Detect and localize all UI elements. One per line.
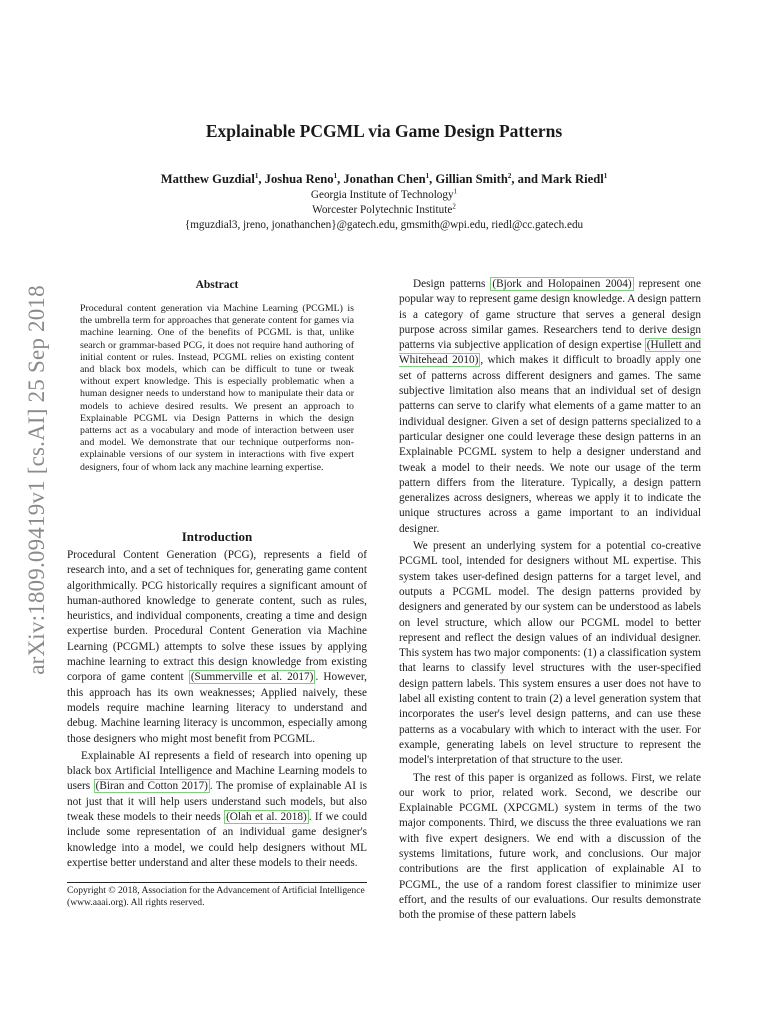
citation-link[interactable]: (Olah et al. 2018)	[226, 811, 307, 824]
introduction-body	[67, 548, 367, 873]
author: Mark Riedl$^1$	[541, 171, 608, 186]
arxiv-identifier: arXiv:1809.09419v1 [cs.AI] 25 Sep 2018	[24, 285, 49, 675]
author: Joshua Reno$^1$,	[264, 171, 344, 186]
citation-link[interactable]: (Summerville et al. 2017)	[190, 671, 314, 684]
author: Gillian Smith$^2$, and	[435, 171, 542, 186]
citation-link[interactable]: (Biran and Cotton 2017)	[95, 780, 208, 793]
copyright-footnote: Copyright © 2018, Association for the Advancement of Artificial Intelligence (www.aaai.org). All rights reserved.	[67, 882, 367, 909]
author: Jonathan Chen$^1$,	[343, 171, 436, 186]
citation-link[interactable]: (Bjork and Holopainen 2004)	[492, 278, 632, 290]
introduction-heading: Introduction	[181, 529, 253, 544]
author: Matthew Guzdial$^1$,	[160, 171, 265, 186]
copyright-symbol: ©	[108, 885, 116, 896]
affiliation-wpi: Worcester Polytechnic Institute$^2$	[312, 202, 456, 216]
paragraph: Procedural Content Generation (PCG), represents a field of research into, and a set of techniques for, generating game content algorithmically. PCG historically requires a significant amount of human-authored knowledge to generate content, such as rules, heuristics, and individual components, creating a time and design expertise burden. Procedural Content Generation via Machine Learning (PCGML) attempts to solve these issues by applying machine learning to extract this design knowledge from existing corpora of game content (Summerville et al. 2017) . However, this approach has its own weaknesses; Applied naively, these models require machine learning literacy to understand and debug. Machine learning literacy is uncommon, especially among those designers who might most benefit from PCGML.	[67, 549, 367, 745]
paragraph: We present an underlying system for a potential co-creative PCGML tool, intended for designers without ML expertise. This system takes user-defined design patterns for a target level, and outputs a PCGML model. The design patterns provided by designers and generated by our system can be understood as labels on level structure, which allow our PCGML model to better represent and reflect the design values of an individual designer. This system has two major components: (1) a classification system that learns to classify level structures with the user-specified design pattern labels. This system ensures a user does not have to label all existing content to train (2) a level generation system that incorporates the user's level design patterns, and can use these patterns as a vocabulary with which to interact with the user. For example, generating labels on level structure to represent the model's interpretation of that structure to the user.	[399, 540, 701, 767]
author-emails: {mguzdial3, jreno, jonathanchen}@gatech.edu, gmsmith@wpi.edu, riedl@cc.gatech.edu	[184, 219, 584, 231]
paragraph: Design patterns (Bjork and Holopainen 2004) represent one popular way to represent game design knowledge. A design pattern is a category of game structure that serves a general design purpose across similar games. Researchers tend to derive design patterns via subjective application of design expertise (Hullett and Whitehead 2010) , which makes it difficult to broadly apply one set of patterns across different designers and games. The same subjective limitation also means that an individual set of design patterns can serve to clarify what elements of a game matter to an individual designer. Given a set of design patterns specialized to a particular designer one could leverage these design patterns in an Explainable PCGML system to help a designer understand and tweak a model to their needs. We note our usage of the term pattern differs from the literature. Typically, a design pattern generalizes across designers, whereas we apply it to indicate the unique structures across a game important to an individual designer.	[399, 278, 701, 535]
citation-link[interactable]: (Hullett and Whitehead 2010)	[399, 339, 701, 367]
paragraph: The rest of this paper is organized as follows. First, we relate our work to prior, related work. Second, we describe our Explainable PCGML (XPCGML) system in terms of the two major components. Third, we discuss the three evaluations we ran with five expert designers. We end with a discussion of the systems limitations, future work, and conclusions. Our major contributions are the first application of explainable AI to PCGML, the use of a random forest classifier to minimize user effort, and the results of our evaluations. Our results demonstrate both the promise of these pattern labels	[399, 771, 701, 922]
abstract-heading: Abstract	[195, 279, 239, 291]
right-column	[399, 277, 701, 925]
abstract-body: Procedural content generation via Machine Learning (PCGML) is the umbrella term for approaches that generate content for games via machine learning. One of the benefits of PCGML is that, unlike search or grammar-based PCG, it does not require hand authoring of initial content or rules. Instead, PCGML relies on existing content and black box models, which can be difficult to tune or tweak without expert knowledge. This is especially problematic when a human designer needs to understand how to manipulate their data or models to achieve desired results. We present an approach to Explainable PCGML via Design Patterns in which the design patterns act as a vocabulary and mode of interaction between user and model. We demonstrate that our technique outperforms non-explainable versions of our system in interactions with five expert designers, four of whom lack any machine learning expertise.	[80, 303, 354, 473]
paper-title: Explainable PCGML via Game Design Patterns	[205, 121, 563, 141]
paragraph: Explainable AI represents a field of research into opening up black box Artificial Intelligence and Machine Learning models to users (Biran and Cotton 2017) . The promise of explainable AI is not just that it will help users understand such models, but also tweak these models to their needs (Olah et al. 2018) . If we could include some representation of an individual game designer's knowledge into a model, we could help designers without ML expertise better understand and alter these models to their needs.	[67, 749, 367, 869]
arxiv-sidebar	[12, 280, 62, 680]
author-list	[0, 172, 768, 187]
affiliation-georgia-tech: Georgia Institute of Technology$^1$	[310, 187, 458, 201]
